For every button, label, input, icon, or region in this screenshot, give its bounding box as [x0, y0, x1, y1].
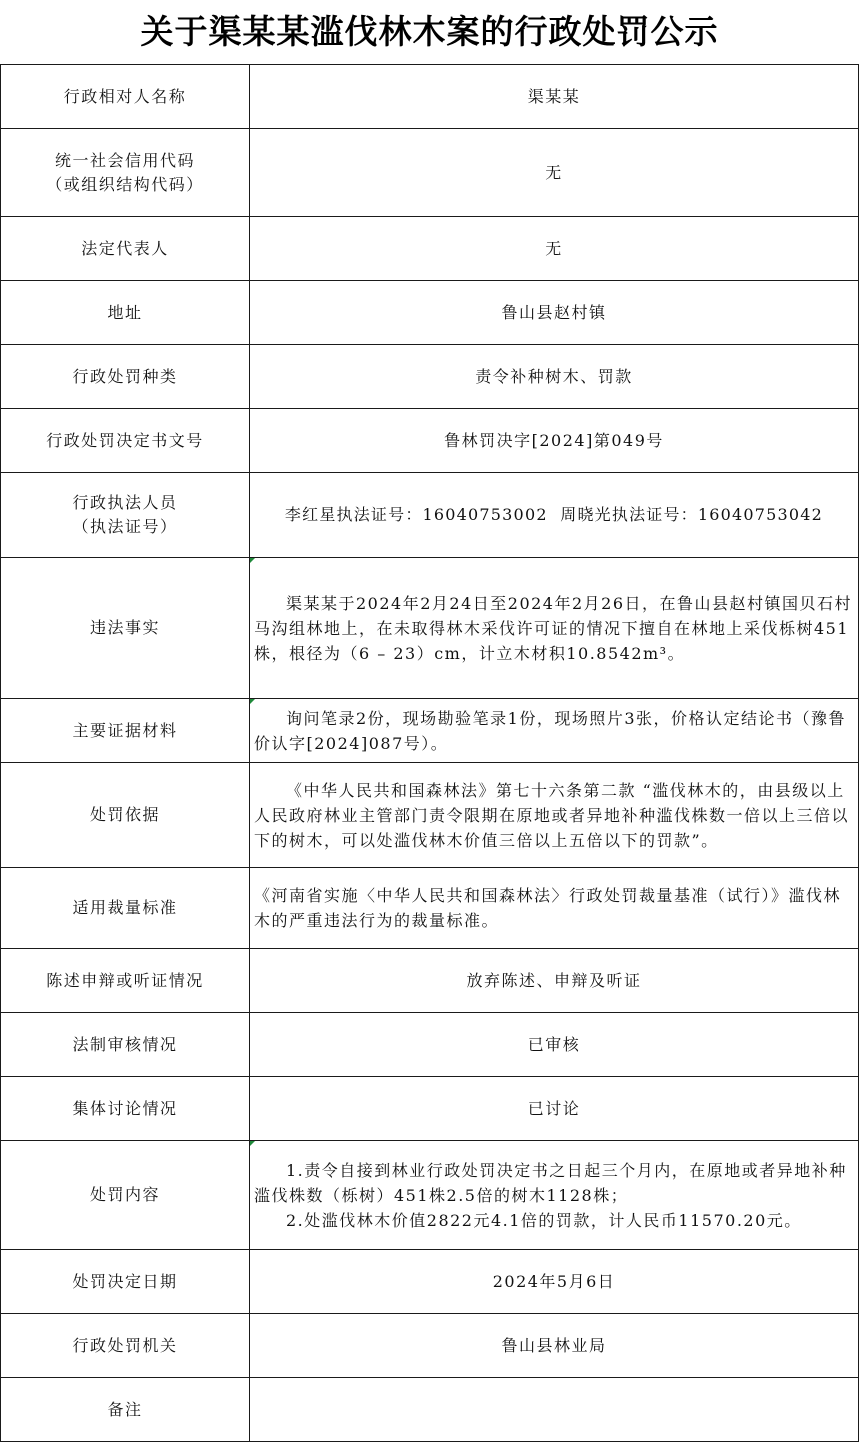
row-label: 法定代表人: [1, 217, 250, 281]
row-label: 违法事实: [1, 558, 250, 699]
table-row: [1, 868, 859, 949]
row-value: 已讨论: [250, 1077, 859, 1141]
row-label: 行政处罚种类: [1, 345, 250, 409]
row-value: [250, 1378, 859, 1442]
table-row: [1, 473, 859, 558]
row-value: [250, 763, 859, 868]
table-row: [1, 281, 859, 345]
row-value: [250, 868, 859, 949]
row-value: [250, 699, 859, 763]
row-value-text: 询问笔录2份，现场勘验笔录1份，现场照片3张，价格认定结论书（豫鲁价认字[2024]087号）。: [254, 708, 847, 753]
row-value: 责令补种树木、罚款: [250, 345, 859, 409]
row-label: 集体讨论情况: [1, 1077, 250, 1141]
table-row: [1, 65, 859, 129]
row-label-line2: （执法证号）: [72, 517, 178, 536]
row-label: 法制审核情况: [1, 1013, 250, 1077]
cell-corner-marker: [250, 558, 255, 563]
row-value-text: 渠某某于2024年2月24日至2024年2月26日，在鲁山县赵村镇国贝石村马沟组林地上，在未取得林木采伐许可证的情况下擅自在林地上采伐栎树451株，根径为（6 – 23）cm，计立木材积10.8542m³。: [254, 593, 853, 663]
row-label: 陈述申辩或听证情况: [1, 949, 250, 1013]
row-label: 处罚内容: [1, 1141, 250, 1250]
row-value: [250, 1141, 859, 1250]
table-row: [1, 1013, 859, 1077]
row-label: 主要证据材料: [1, 699, 250, 763]
page-title: 关于渠某某滥伐林木案的行政处罚公示: [140, 12, 719, 51]
cell-corner-marker: [250, 699, 255, 704]
table-row: [1, 409, 859, 473]
row-label-line1: 统一社会信用代码: [54, 150, 195, 170]
row-value: 已审核: [250, 1013, 859, 1077]
penalty-info-table: [0, 64, 859, 1442]
row-value: 无: [250, 129, 859, 217]
row-label-line1: 行政执法人员: [72, 493, 178, 512]
row-label: 行政处罚决定书文号: [1, 409, 250, 473]
row-value: 鲁山县林业局: [250, 1314, 859, 1378]
row-value: [250, 558, 859, 699]
row-label: 处罚依据: [1, 763, 250, 868]
row-label: 地址: [1, 281, 250, 345]
row-value: 渠某某: [250, 65, 859, 129]
table-row: [1, 1378, 859, 1442]
row-value: 鲁山县赵村镇: [250, 281, 859, 345]
cell-corner-marker: [250, 1141, 255, 1146]
table-row: [1, 1314, 859, 1378]
row-value-text: 1.责令自接到林业行政处罚决定书之日起三个月内，在原地或者异地补种滥伐株数（栎树）451株2.5倍的树木1128株；: [254, 1160, 847, 1205]
row-value-text: 《中华人民共和国森林法》第七十六条第二款 “滥伐林木的，由县级以上人民政府林业主管部门责令限期在原地或者异地补种滥伐株数一倍以上三倍以下的树木，可以处滥伐林木价值三倍以上五倍以下的罚款”。: [254, 780, 850, 850]
table-row: [1, 345, 859, 409]
row-label: [1, 129, 250, 217]
row-value-text: 《河南省实施〈中华人民共和国森林法〉行政处罚裁量基准（试行）》滥伐林木的严重违法行为的裁量标准。: [254, 886, 842, 930]
row-label: 适用裁量标准: [1, 868, 250, 949]
row-value-text-2: 2.处滥伐林木价值2822元4.1倍的罚款，计人民币11570.20元。: [286, 1210, 802, 1230]
row-value: 李红星执法证号：16040753002 周晓光执法证号：16040753042: [250, 473, 859, 558]
row-value: 2024年5月6日: [250, 1250, 859, 1314]
table-row: [1, 1077, 859, 1141]
row-value: 无: [250, 217, 859, 281]
table-row: [1, 129, 859, 217]
row-value: 放弃陈述、申辩及听证: [250, 949, 859, 1013]
row-label: 处罚决定日期: [1, 1250, 250, 1314]
row-label: 行政相对人名称: [1, 65, 250, 129]
table-row: [1, 699, 859, 763]
table-row: [1, 217, 859, 281]
row-label-line2: （或组织结构代码）: [46, 174, 204, 194]
row-label: [1, 473, 250, 558]
table-row: [1, 558, 859, 699]
table-row: [1, 1141, 859, 1250]
row-value: 鲁林罚决字[2024]第049号: [250, 409, 859, 473]
row-label: 行政处罚机关: [1, 1314, 250, 1378]
table-row: [1, 949, 859, 1013]
row-label: 备注: [1, 1378, 250, 1442]
table-row: [1, 763, 859, 868]
table-row: [1, 1250, 859, 1314]
